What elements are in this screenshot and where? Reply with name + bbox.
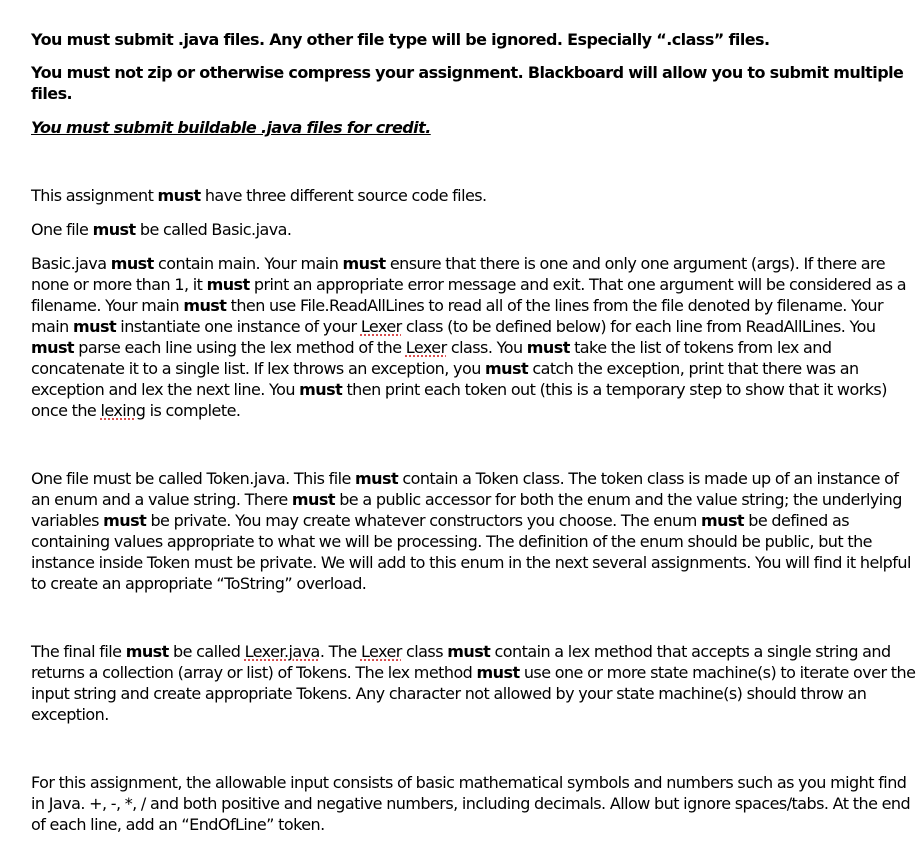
basic-java-paragraph [31,253,917,421]
must-emphasis: must [447,642,491,661]
text-run: The final file [31,642,126,661]
text-run: be called Basic.java. [135,220,292,239]
text-run: class [401,642,448,661]
text-run: is complete. [145,401,241,420]
text-run: use one or more state machine(s) to iterate over the input string and create appropriate Tokens. Any character not allowed by your state machine(s) should throw an exception. [31,663,916,724]
token-java-paragraph [31,468,917,594]
text-run: parse each line using the lex method of the [74,338,406,357]
text-run: instantiate one instance of your [116,317,361,336]
text-run: be defined as containing values appropriate to what we will be processing. The definition of the enum should be public, but the instance inside Token must be private. We will add to this enum in the next several assignments. You will find it helpful to create an appropriate “ToString” overload. [31,511,911,593]
must-emphasis: must [206,275,250,294]
must-emphasis: must [73,317,117,336]
text-run: have three different source code files. [200,186,487,205]
must-emphasis: must [291,490,335,509]
spellcheck-word: lexing [100,401,146,420]
text-run: One file must be called Token.java. This file [31,469,356,488]
text-run: be private. You may create whatever constructors you choose. The enum [146,511,701,530]
must-emphasis: must [103,511,147,530]
notice-buildable-text: You must submit buildable .java files for credit. [31,118,431,137]
text-run: Basic.java [31,254,111,273]
intro-basic-file [31,219,917,240]
notice-buildable [31,117,917,138]
must-emphasis: must [125,642,169,661]
must-emphasis: must [485,359,529,378]
text-run: contain a lex method that accepts a single string and returns a collection (array or list) of Tokens. The lex method [31,642,891,682]
must-emphasis: must [299,380,343,399]
text-run: This assignment [31,186,158,205]
must-emphasis: must [701,511,745,530]
spellcheck-word: Lexer [360,317,402,336]
spellcheck-word: Lexer.java [244,642,320,661]
text-run: take the list of tokens from lex and concatenate it to a single list. If lex throws an exception, you [31,338,832,378]
must-emphasis: must [355,469,399,488]
text-run: be called [168,642,245,661]
assignment-document [31,29,917,835]
lexer-java-paragraph [31,641,917,725]
must-emphasis: must [110,254,154,273]
text-run: class (to be defined below) for each line from ReadAllLines. You [401,317,876,336]
must-emphasis: must [31,338,75,357]
notice-no-zip: You must not zip or otherwise compress your assignment. Blackboard will allow you to submit multiple files. [31,63,904,103]
text-run: be a public accessor for both the enum and the value string; the underlying variables [31,490,902,530]
allowable-input-paragraph: For this assignment, the allowable input consists of basic mathematical symbols and numbers such as you might find in Java. +, -, *, / and both positive and negative numbers, including decimals. Allow but ignore spaces/tabs. At the end of each line, add an “EndOfLine” token. [31,773,911,834]
must-emphasis: must [157,186,201,205]
text-run: contain a Token class. The token class is made up of an instance of an enum and a value string. There [31,469,899,509]
must-emphasis: must [476,663,520,682]
text-run: . The [319,642,361,661]
text-run: contain main. Your main [153,254,343,273]
intro-three-files [31,185,917,206]
spellcheck-word: Lexer [360,642,402,661]
text-run: One file [31,220,93,239]
text-run: class. You [446,338,527,357]
must-emphasis: must [183,296,227,315]
text-run: ensure that there is one and only one argument (args). If there are none or more than 1, it [31,254,885,294]
text-run: print an appropriate error message and exit. That one argument will be considered as a filename. Your main [31,275,907,315]
must-emphasis: must [92,220,136,239]
text-run: then print each token out (this is a temporary step to show that it works) once the [31,380,887,420]
must-emphasis: must [526,338,570,357]
spellcheck-word: Lexer [405,338,447,357]
text-run: then use File.ReadAllLines to read all of the lines from the file denoted by filename. Your main [31,296,883,336]
text-run: catch the exception, print that there was an exception and lex the next line. You [31,359,859,399]
notice-java-files: You must submit .java files. Any other file type will be ignored. Especially “.class” files. [31,30,770,49]
must-emphasis: must [342,254,386,273]
